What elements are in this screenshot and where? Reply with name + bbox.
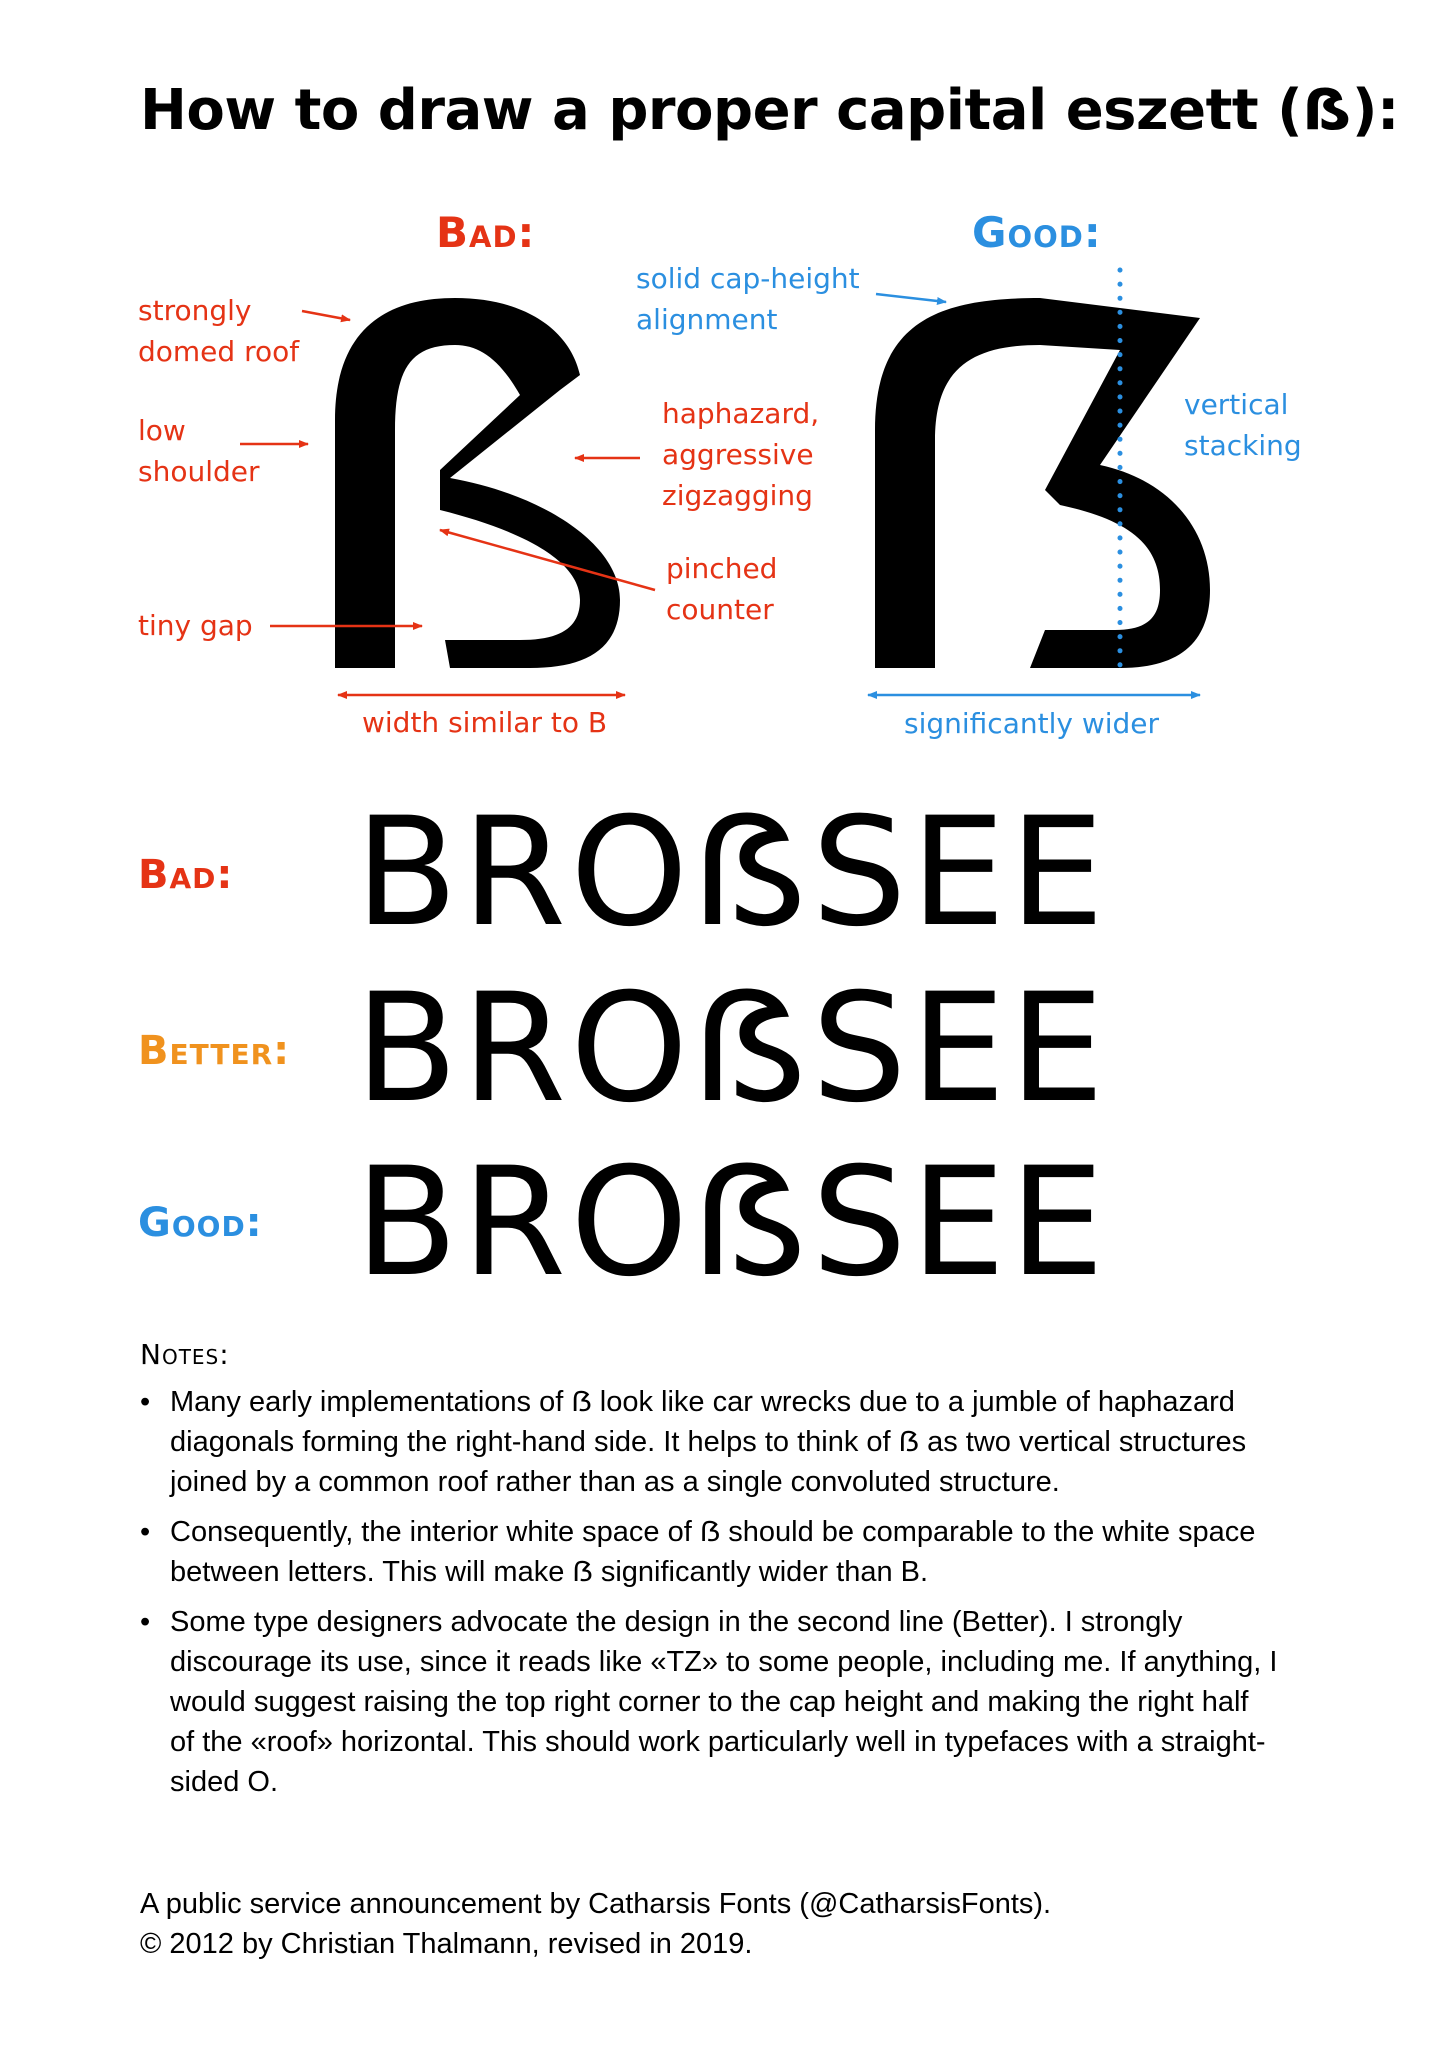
annotation-zigzag: haphazard, aggressive zigzagging: [662, 397, 820, 512]
annotation-vertical-stacking: vertical stacking: [1184, 388, 1302, 462]
annotation-significantly-wider: significantly wider: [904, 707, 1160, 740]
bullet-icon: •: [140, 1386, 151, 1418]
good-header: Good:: [972, 208, 1102, 257]
example-word-bad: BROẞSEE: [355, 786, 1109, 960]
good-eszett-glyph: [875, 298, 1210, 668]
annotation-low-shoulder: low shoulder: [138, 414, 260, 488]
example-label-bad: Bad:: [138, 852, 234, 898]
bad-header: Bad:: [436, 208, 536, 257]
bullet-icon: •: [140, 1516, 151, 1548]
bullet-icon: •: [140, 1606, 151, 1638]
footer-announcement: A public service announcement by Catharsis Fonts (@CatharsisFonts).: [140, 1888, 1052, 1920]
arrow-domed-roof: [302, 311, 350, 320]
footer-copyright: © 2012 by Christian Thalmann, revised in 2019.: [140, 1928, 753, 1960]
notes-list: [140, 1382, 1280, 1812]
example-label-better: Better:: [138, 1028, 291, 1074]
example-word-good: BROẞSEE: [355, 1136, 1109, 1310]
annotation-domed-roof: strongly domed roof: [138, 294, 300, 368]
note-item: • Many early implementations of ẞ look like car wrecks due to a jumble of haphazard diagonals forming the right-hand side. It helps to think of ẞ as two vertical structures joined by a common roof rather than as a single convoluted structure.: [140, 1382, 1280, 1502]
note-item: • Consequently, the interior white space of ẞ should be comparable to the white space between letters. This will make ẞ significantly wider than B.: [140, 1512, 1280, 1592]
annotation-tiny-gap: tiny gap: [138, 609, 253, 642]
annotation-cap-height: solid cap-height alignment: [636, 262, 860, 336]
example-label-good: Good:: [138, 1200, 263, 1246]
arrow-cap-height: [876, 294, 946, 302]
example-word-better: BROẞSEE: [355, 962, 1109, 1136]
annotation-width-similar: width similar to B: [362, 706, 608, 739]
bad-eszett-glyph: [335, 298, 620, 668]
annotation-pinched-counter: pinched counter: [666, 552, 778, 626]
notes-heading: Notes:: [140, 1338, 230, 1371]
page-title: How to draw a proper capital eszett (ẞ):: [140, 78, 1399, 143]
note-item: • Some type designers advocate the design in the second line (Better). I strongly discourage its use, since it reads like «TZ» to some people, including me. If anything, I would suggest raising the top right corner to the cap height and making the right half of the «roof» horizontal. This should work particularly well in typefaces with a straight-sided O.: [140, 1602, 1280, 1802]
